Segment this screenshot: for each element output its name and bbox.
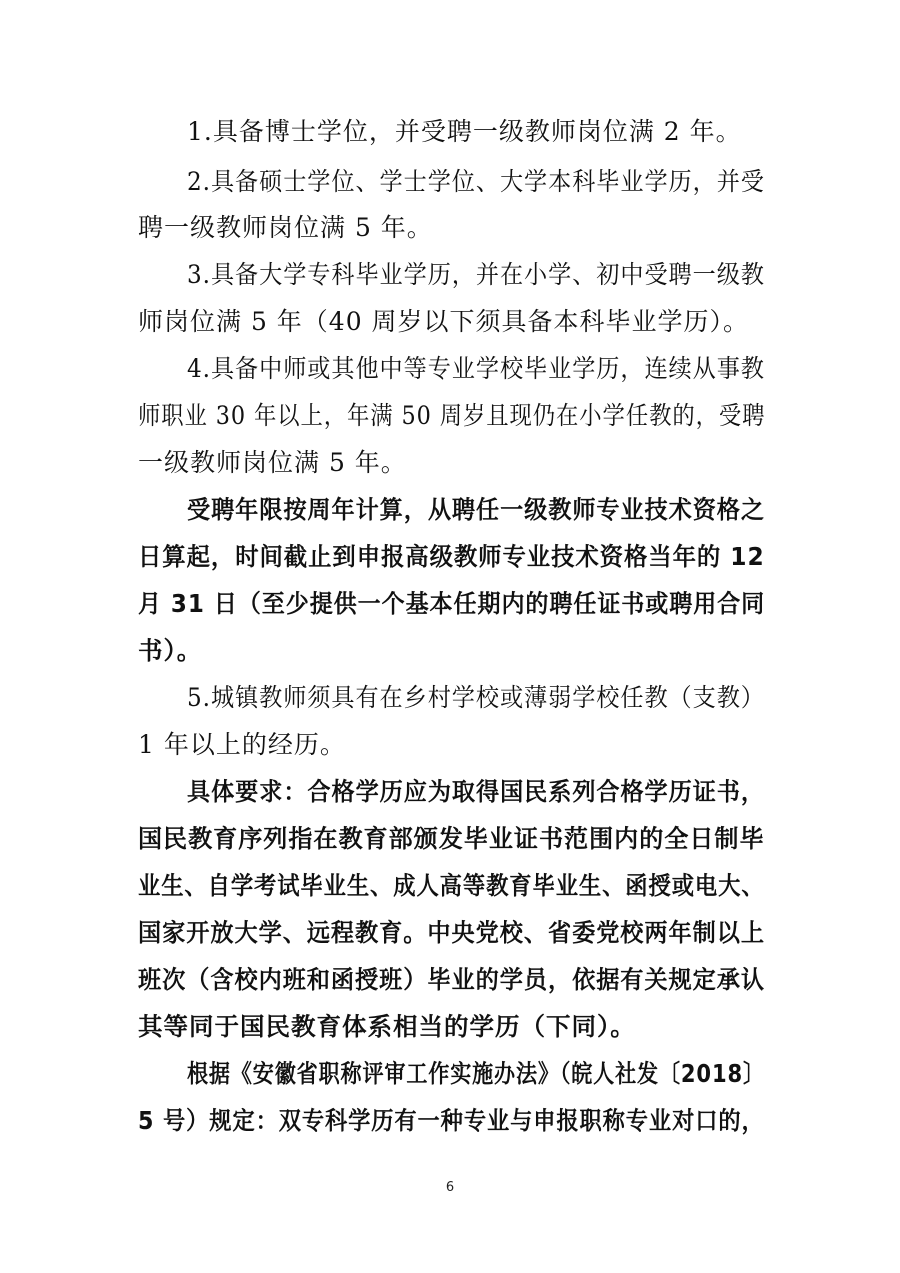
- regulation-paragraph-line-1: 根据《安徽省职称评审工作实施办法》（皖人社发〔2018〕: [187, 1059, 765, 1088]
- requirements-paragraph-line-4: 国家开放大学、远程教育。中央党校、省委党校两年制以上: [138, 918, 765, 947]
- tenure-paragraph-line-2: 日算起，时间截止到申报高级教师专业技术资格当年的 12: [138, 542, 765, 571]
- page-number: 6: [445, 1180, 455, 1195]
- tenure-paragraph-line-3: 月 31 日（至少提供一个基本任期内的聘任证书或聘用合同: [138, 589, 766, 618]
- item-2-line-1: 2.具备硕士学位、学士学位、大学本科毕业学历，并受: [187, 167, 765, 196]
- item-3-line-1: 3.具备大学专科毕业学历，并在小学、初中受聘一级教: [187, 260, 765, 289]
- item-1-line: 1.具备博士学位，并受聘一级教师岗位满 2 年。: [187, 117, 742, 146]
- requirements-paragraph-line-2: 国民教育序列指在教育部颁发毕业证书范围内的全日制毕: [138, 824, 765, 853]
- item-5-line-2: 1 年以上的经历。: [138, 730, 346, 759]
- requirements-paragraph-line-3: 业生、自学考试毕业生、成人高等教育毕业生、函授或电大、: [138, 871, 765, 900]
- requirements-paragraph-line-1: 具体要求：合格学历应为取得国民系列合格学历证书，: [187, 777, 765, 806]
- tenure-paragraph-line-1: 受聘年限按周年计算，从聘任一级教师专业技术资格之: [187, 495, 765, 524]
- item-2-line-2: 聘一级教师岗位满 5 年。: [138, 213, 433, 242]
- requirements-paragraph-line-5: 班次（含校内班和函授班）毕业的学员，依据有关规定承认: [138, 965, 765, 994]
- tenure-paragraph-line-4: 书）。: [138, 636, 203, 665]
- item-5-line-1: 5.城镇教师须具有在乡村学校或薄弱学校任教（支教）: [187, 683, 765, 712]
- item-4-line-2: 师职业 30 年以上，年满 50 周岁且现仍在小学任教的，受聘: [138, 401, 766, 430]
- item-3-line-2: 师岗位满 5 年（40 周岁以下须具备本科毕业学历）。: [138, 307, 750, 336]
- requirements-paragraph-line-6: 其等同于国民教育体系相当的学历（下同）。: [138, 1012, 636, 1041]
- item-4-line-3: 一级教师岗位满 5 年。: [138, 448, 407, 477]
- item-4-line-1: 4.具备中师或其他中等专业学校毕业学历，连续从事教: [187, 354, 765, 383]
- regulation-paragraph-line-2: 5 号）规定：双专科学历有一种专业与申报职称专业对口的，: [138, 1106, 765, 1135]
